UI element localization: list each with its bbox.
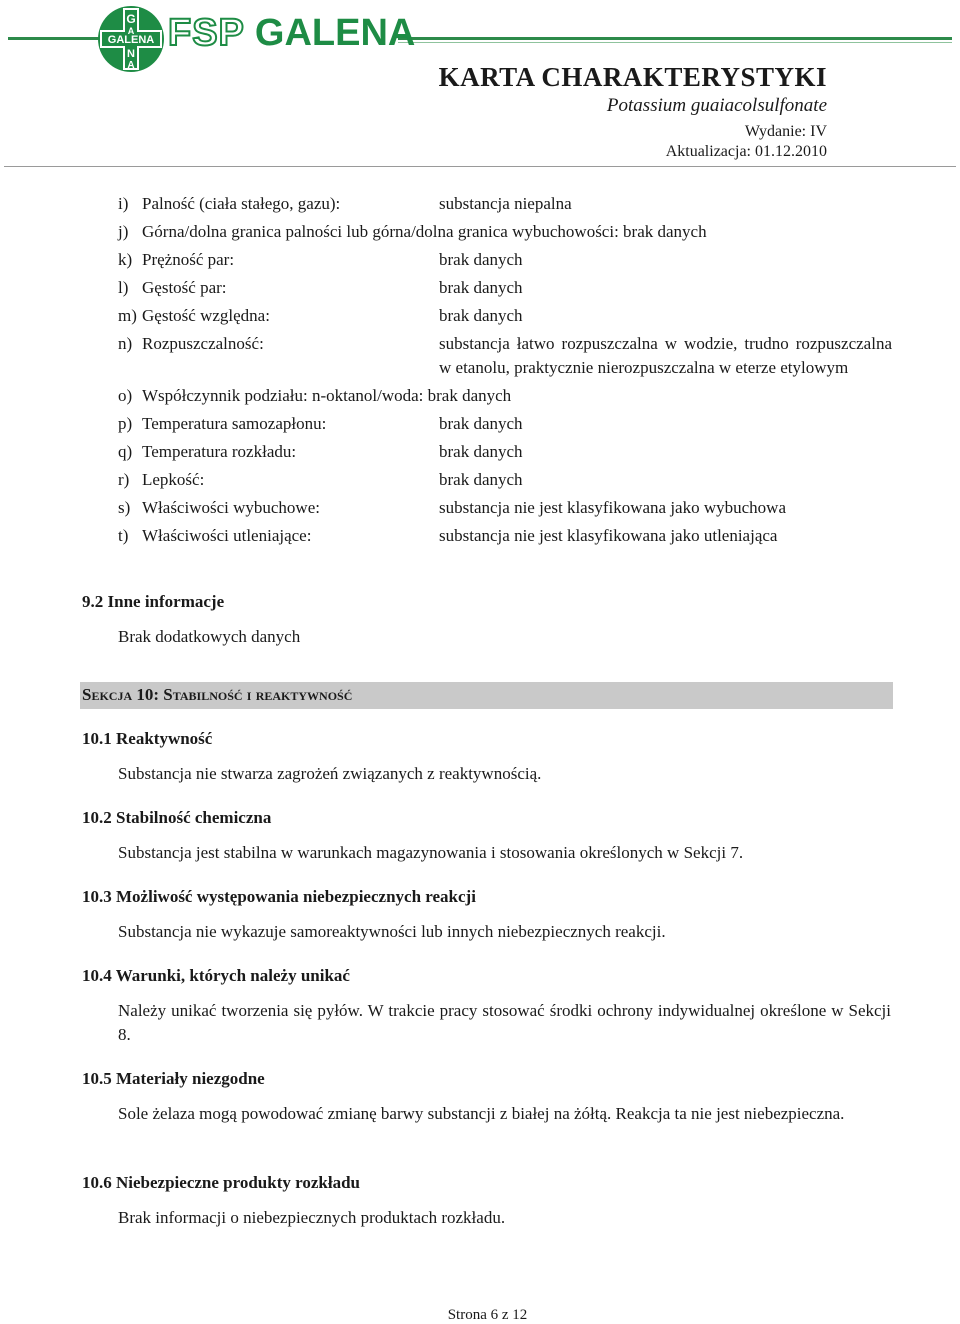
- logo-letter-bottom2: A: [127, 60, 135, 71]
- logo-center-text: GALENA: [107, 34, 155, 46]
- property-value: brak danych: [439, 414, 523, 433]
- update-date: Aktualizacja: 01.12.2010: [665, 143, 827, 160]
- header-line-thin: [398, 42, 952, 43]
- property-letter: s): [118, 498, 131, 517]
- property-letter: o): [118, 386, 133, 405]
- document-subtitle: Potassium guaiacolsulfonate: [606, 95, 827, 116]
- property-letter: m): [118, 306, 137, 325]
- property-value: brak danych: [439, 470, 523, 489]
- property-row: [118, 332, 892, 380]
- property-full: Górna/dolna granica palności lub górna/dolna granica wybuchowości: brak danych: [142, 222, 707, 241]
- property-name: Temperatura samozapłonu:: [142, 414, 327, 433]
- property-value: brak danych: [439, 278, 523, 297]
- heading-10-5: 10.5 Materiały niezgodne: [82, 1069, 265, 1088]
- brand-fsp: FSP: [168, 12, 245, 54]
- section-10-header: [80, 682, 893, 709]
- property-letter: k): [118, 250, 133, 269]
- property-name: Gęstość par:: [142, 278, 227, 297]
- property-row: [118, 468, 892, 492]
- property-name: Gęstość względna:: [142, 306, 270, 325]
- property-full: Współczynnik podziału: n-oktanol/woda: brak danych: [142, 386, 512, 405]
- property-value: brak danych: [439, 442, 523, 461]
- galena-logo-icon: [96, 4, 166, 74]
- text-10-5: Sole żelaza mogą powodować zmianę barwy substancji z białej na żółtą. Reakcja ta nie jest niebezpieczna.: [118, 1104, 845, 1123]
- property-row: [118, 412, 892, 436]
- property-row: [118, 276, 892, 300]
- property-row: [118, 248, 892, 272]
- brand-galena: GALENA: [254, 12, 416, 54]
- property-letter: t): [118, 526, 129, 545]
- property-row: [118, 524, 892, 548]
- brand-wordmark: [168, 12, 415, 55]
- property-name: Palność (ciała stałego, gazu):: [142, 194, 341, 213]
- edition: Wydanie: IV: [744, 123, 827, 140]
- text-10-2: Substancja jest stabilna w warunkach magazynowania i stosowania określonych w Sekcji 7.: [118, 843, 744, 862]
- heading-9-2: 9.2 Inne informacje: [82, 592, 225, 611]
- logo-letter-bottom1: N: [127, 48, 135, 60]
- property-letter: j): [118, 222, 129, 241]
- properties-list: [118, 192, 892, 552]
- header-line-left: [8, 37, 100, 40]
- text-10-1: Substancja nie stwarza zagrożeń związanych z reaktywnością.: [118, 764, 542, 783]
- section-10-title: Sekcja 10: Stabilność i reaktywność: [82, 685, 353, 704]
- heading-10-4: 10.4 Warunki, których należy unikać: [82, 966, 350, 985]
- property-row: [118, 440, 892, 464]
- property-row: [118, 304, 892, 328]
- property-name: Prężność par:: [142, 250, 235, 269]
- property-name: Właściwości wybuchowe:: [142, 498, 320, 517]
- header-divider: [4, 166, 956, 167]
- property-value: substancja łatwo rozpuszczalna w wodzie, trudno rozpuszczalna w etanolu, praktycznie nierozpuszczalna w eterze etylowym: [439, 334, 892, 377]
- property-letter: n): [118, 334, 133, 353]
- text-10-6: Brak informacji o niebezpiecznych produktach rozkładu.: [118, 1208, 506, 1227]
- property-letter: i): [118, 194, 129, 213]
- property-value: substancja niepalna: [439, 194, 572, 213]
- property-name: Lepkość:: [142, 470, 205, 489]
- text-10-3: Substancja nie wykazuje samoreaktywności lub innych niebezpiecznych reakcji.: [118, 922, 666, 941]
- heading-10-3: 10.3 Możliwość występowania niebezpiecznych reakcji: [82, 887, 476, 906]
- property-letter: q): [118, 442, 133, 461]
- property-row: [118, 220, 892, 244]
- property-row: [118, 496, 892, 520]
- logo-letter-left: A: [127, 26, 135, 36]
- property-value: substancja nie jest klasyfikowana jako utleniająca: [439, 526, 778, 545]
- heading-10-6: 10.6 Niebezpieczne produkty rozkładu: [82, 1173, 360, 1192]
- heading-10-2: 10.2 Stabilność chemiczna: [82, 808, 272, 827]
- property-letter: p): [118, 414, 133, 433]
- property-row: [118, 192, 892, 216]
- logo-letter-top: G: [126, 12, 136, 26]
- text-9-2: Brak dodatkowych danych: [118, 627, 301, 646]
- property-value: brak danych: [439, 250, 523, 269]
- document-title: KARTA CHARAKTERYSTYKI: [438, 62, 827, 92]
- text-10-4: Należy unikać tworzenia się pyłów. W trakcie pracy stosować środki ochrony indywidualnej określone w Sekcji 8.: [118, 1001, 891, 1044]
- property-letter: l): [118, 278, 129, 297]
- property-name: Rozpuszczalność:: [142, 334, 264, 353]
- heading-10-1: 10.1 Reaktywność: [82, 729, 213, 748]
- property-letter: r): [118, 470, 130, 489]
- property-name: Właściwości utleniające:: [142, 526, 312, 545]
- property-row: [118, 384, 892, 408]
- header-line-right: [398, 37, 952, 40]
- page-number: Strona 6 z 12: [447, 1307, 528, 1323]
- property-name: Temperatura rozkładu:: [142, 442, 297, 461]
- property-value: substancja nie jest klasyfikowana jako wybuchowa: [439, 498, 786, 517]
- property-value: brak danych: [439, 306, 523, 325]
